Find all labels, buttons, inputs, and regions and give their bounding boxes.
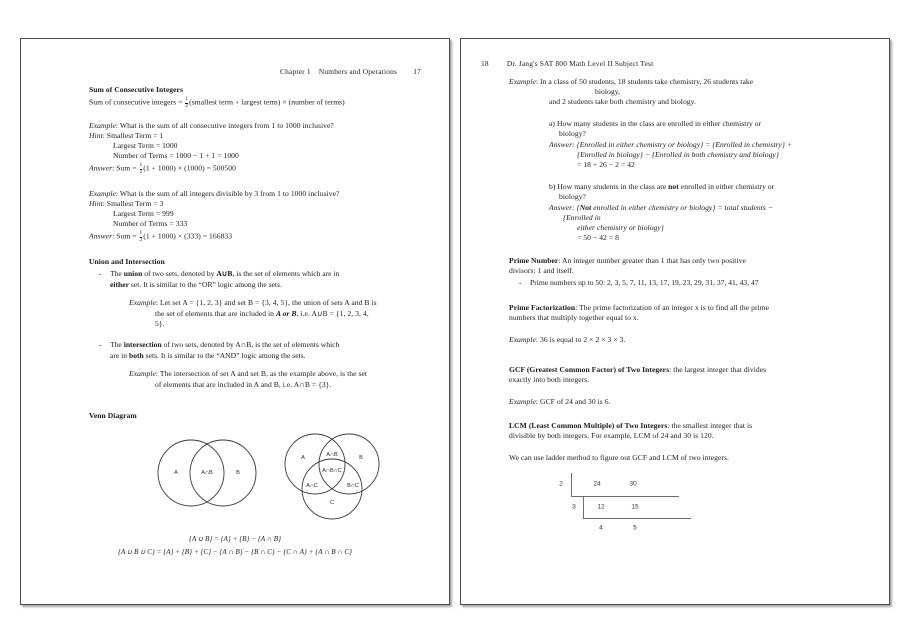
- intersection-example-line-2: of elements that are included in A and B, i.e. A∩B = {3}.: [155, 379, 332, 389]
- ladder-row-3-right: 5: [633, 524, 637, 532]
- ladder-vertical-line-2: [583, 496, 584, 519]
- question-b-line-1: b) How many students in the class are not enrolled in either chemistry or: [549, 182, 775, 191]
- page-number: 17: [413, 67, 421, 76]
- ladder-horizontal-line-1: [571, 496, 679, 497]
- ladder-row-2-right: 15: [631, 503, 639, 511]
- answer-label: Answer: [549, 203, 573, 212]
- bullet-intersection-line-2: are in both sets. It is similar to the “AND” logic among the sets.: [110, 350, 306, 360]
- ladder-row-1-left: 24: [593, 480, 601, 488]
- prime-number-definition-line-1: Prime Number: An integer number greater than 1 that has only two positive: [509, 256, 746, 265]
- fraction-one-half: $\frac{1}{2}$: [139, 230, 143, 243]
- example-2-answer: [89, 231, 232, 243]
- answer-b-line-3: either chemistry or biology}: [577, 223, 664, 232]
- answer-a-line-2: {Enrolled in biology} − {Enrolled in both chemistry and biology}: [577, 150, 779, 159]
- running-head-right: [481, 59, 653, 68]
- venn-label-a-intersect-c: A∩C: [306, 483, 318, 489]
- book-title: Dr. Jang's SAT 800 Math Level II Subject Test: [506, 59, 654, 68]
- bullet-union: [99, 269, 435, 290]
- example-label: Example: [89, 189, 116, 198]
- example-1-text: : What is the sum of all consecutive integers from 1 to 1000 inclusive?: [115, 121, 334, 130]
- intersection-example-line-1: Example: The intersection of set A and set B, as the example above, is the set: [129, 369, 368, 378]
- question-a-line-1: a) How many students in the class are enrolled in either chemistry or: [549, 119, 762, 128]
- dash-bullet-icon: -: [99, 269, 102, 278]
- example-class-text: : In a class of 50 students, 18 students take chemistry, 26 students take: [535, 77, 754, 86]
- heading-venn-diagram: Venn Diagram: [89, 411, 137, 420]
- page-right: [460, 38, 890, 605]
- example-1-hint-line-1: [89, 131, 163, 142]
- ladder-row-2-left: 12: [597, 503, 605, 511]
- example-label: Example: [509, 335, 536, 344]
- union-example-line-1: Example: Let set A = {1, 2, 3} and set B = {3, 4, 5}, the union of sets A and B is: [129, 298, 377, 307]
- bullet-union-line-1: The union of two sets, denoted by A∪B, is the set of elements which are in: [110, 269, 340, 278]
- prime-number-list: [519, 278, 879, 289]
- example-1-answer: [89, 163, 236, 175]
- answer-prefix: : Sum =: [112, 163, 139, 173]
- example-2-text: : What is the sum of all integers divisible by 3 from 1 to 1000 inclusive?: [115, 189, 340, 198]
- example-class-prompt-line-2: biology,: [595, 87, 621, 96]
- example-1-hint-line-3: Number of Terms = 1000 − 1 + 1 = 1000: [113, 151, 239, 160]
- example-2-hint-line-2: Largest Term = 999: [113, 209, 174, 218]
- heading-prime-factorization: Prime Factorization: [509, 303, 576, 312]
- example-label: Example: [129, 298, 156, 307]
- ladder-horizontal-line-2: [583, 518, 691, 519]
- lcm-definition-line-1: LCM (Least Common Multiple) of Two Integers: the smallest integer that is: [509, 421, 753, 430]
- gcf-definition-line-2: exactly into both integers.: [509, 375, 590, 384]
- example-label: Example: [509, 77, 536, 86]
- example-2-hint-line-3: Number of Terms = 333: [113, 219, 188, 228]
- formula-union-three-sets: {A ∪ B ∪ C} = {A} + {B} + {C} − {A ∩ B} − {B ∩ C} − {C ∩ A} + {A ∩ B ∩ C}: [117, 548, 353, 556]
- answer-b-line-1: Answer: {Not enrolled in either chemistry or biology} = total students −: [549, 203, 774, 212]
- running-head-left: [280, 67, 421, 76]
- heading-gcf: GCF (Greatest Common Factor) of Two Integers: [509, 365, 670, 374]
- venn-diagram-three-sets: [273, 431, 391, 521]
- example-class-prompt-line-3: and 2 students take both chemistry and biology.: [549, 97, 696, 106]
- example-label: Example: [129, 369, 156, 378]
- ladder-row-3-left: 4: [599, 524, 603, 532]
- answer-label: Answer: [549, 140, 573, 149]
- union-example-line-3: 5}.: [155, 319, 165, 329]
- hint-line-1-text: : Smallest Term = 1: [102, 131, 164, 140]
- venn-diagram-two-sets: [149, 437, 265, 509]
- question-b-line-2: biology?: [559, 192, 586, 201]
- formula-union-two-sets: {A ∪ B} = {A} + {B} − {A ∩ B}: [188, 535, 282, 543]
- chapter-number: Chapter 1: [280, 67, 311, 76]
- venn-label-b: B: [236, 470, 240, 476]
- union-example-line-2: the set of elements that are included in A or B, i.e. A∪B = {1, 2, 3, 4,: [155, 308, 369, 318]
- venn-label-a-intersect-b: A∩B: [201, 470, 213, 476]
- hint-line-1-text: : Smallest Term = 3: [102, 199, 164, 208]
- venn-label-b-intersect-c: B∩C: [347, 483, 359, 489]
- fraction-one-half: $\frac{1}{2}$: [139, 162, 143, 175]
- dash-bullet-icon: -: [519, 278, 522, 287]
- question-a-line-2: biology?: [559, 129, 586, 138]
- answer-a-line-3: = 18 + 26 − 2 = 42: [577, 160, 635, 169]
- bullet-union-line-2: either set. It is similar to the “OR” logic among the sets.: [110, 279, 282, 289]
- answer-suffix: (1 + 1000) × (1000) = 500500: [143, 163, 236, 173]
- answer-prefix: : Sum =: [112, 231, 139, 241]
- formula-prefix: Sum of consecutive integers =: [89, 97, 185, 107]
- answer-a-line-1: Answer: {Enrolled in either chemistry or biology} = {Enrolled in chemistry} +: [549, 140, 793, 149]
- prime-number-list-text: Prime numbers up to 50: 2, 3, 5, 7, 11, 13, 17, 19, 23, 29, 31, 37, 41, 43, 47: [530, 278, 759, 287]
- heading-prime-number: Prime Number: [509, 256, 559, 265]
- gcf-example: Example: GCF of 24 and 30 is 6.: [509, 397, 611, 406]
- answer-b-line-2: {Enrolled in: [563, 213, 601, 222]
- venn-label-a: A: [301, 455, 305, 461]
- venn-label-c: C: [329, 500, 335, 506]
- lcm-definition-line-2: divisible by both integers. For example, LCM of 24 and 30 is 120.: [509, 431, 714, 440]
- gcf-definition-line-1: GCF (Greatest Common Factor) of Two Integers: the largest integer that divides: [509, 365, 767, 374]
- example-label: Example: [89, 121, 116, 130]
- dash-bullet-icon: -: [99, 340, 102, 349]
- example-class-prompt-line-1: [509, 77, 879, 88]
- example-1-prompt: [89, 121, 439, 132]
- example-label: Example: [509, 397, 536, 406]
- prime-factorization-line-2: numbers that multiply together equal to x.: [509, 313, 639, 322]
- hint-label: Hint: [89, 199, 103, 208]
- heading-sum-of-consecutive-integers: Sum of Consecutive Integers: [89, 85, 183, 94]
- bullet-intersection: [99, 340, 435, 361]
- chapter-title: Numbers and Operations: [318, 67, 398, 76]
- example-2-hint-line-1: [89, 199, 163, 210]
- intersection-example: [129, 369, 439, 390]
- heading-union-and-intersection: Union and Intersection: [89, 257, 165, 266]
- answer-suffix: (1 + 1000) × (333) = 166833: [143, 231, 233, 241]
- ladder-method-intro: We can use ladder method to figure out GCF and LCM of two integers.: [509, 453, 729, 462]
- formula-suffix: (smallest term + largest term) × (number of terms): [189, 97, 345, 107]
- answer-label: Answer: [89, 231, 113, 241]
- venn-label-a: A: [174, 470, 178, 476]
- example-1-hint-line-2: Largest Term = 1000: [113, 141, 178, 150]
- hint-label: Hint: [89, 131, 103, 140]
- ladder-divisor-2: 3: [572, 503, 576, 511]
- union-example: [129, 298, 439, 330]
- heading-lcm: LCM (Least Common Multiple) of Two Integers: [509, 421, 668, 430]
- bullet-intersection-line-1: The intersection of two sets, denoted by A∩B, is the set of elements which: [110, 340, 340, 349]
- venn-label-b: B: [359, 455, 363, 461]
- venn-label-a-intersect-b-intersect-c: A∩B∩C: [322, 468, 342, 474]
- answer-label: Answer: [89, 163, 113, 173]
- formula-sum-of-consecutive-integers: [89, 97, 437, 109]
- ladder-row-1-right: 30: [629, 480, 637, 488]
- example-2-prompt: [89, 189, 439, 200]
- ladder-method-diagram: [509, 471, 739, 537]
- venn-three-sets-svg: [273, 431, 391, 521]
- page-number: 18: [481, 59, 489, 68]
- page-left: [20, 38, 450, 605]
- ladder-divisor-1: 2: [559, 480, 563, 488]
- fraction-one-half: $\frac{1}{2}$: [185, 96, 189, 109]
- answer-b-line-4: = 50 − 42 = 8: [577, 233, 619, 242]
- prime-number-definition-line-2: divisors: 1 and itself.: [509, 266, 574, 275]
- venn-label-a-intersect-b: A∩B: [326, 452, 338, 458]
- prime-factorization-line-1: Prime Factorization: The prime factorization of an integer x is to find all the prime: [509, 303, 770, 312]
- ladder-vertical-line-1: [571, 473, 572, 497]
- prime-factorization-example: Example: 36 is equal to 2 × 2 × 3 × 3.: [509, 335, 626, 344]
